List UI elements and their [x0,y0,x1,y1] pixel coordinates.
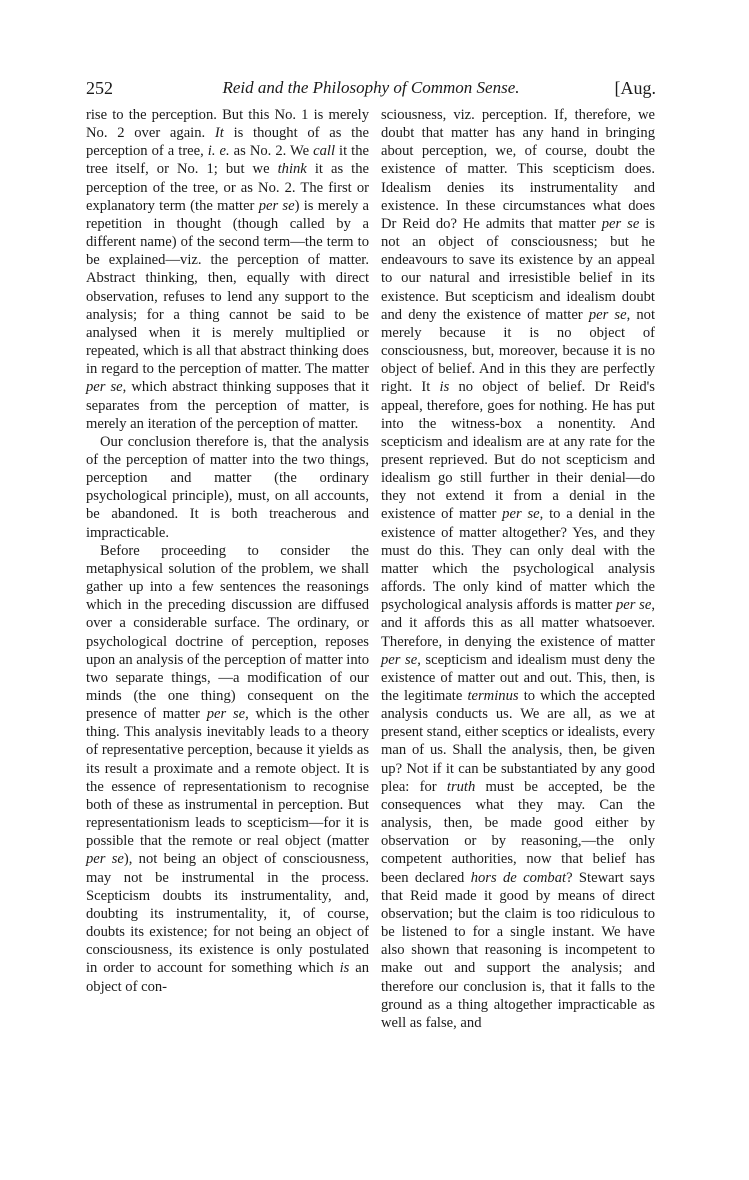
italic-text: hors de combat [470,869,567,886]
text-run: as No. 2. We [229,143,314,160]
italic-text: per se [86,379,123,396]
text-run: to which the accepted analysis conducts us. We are all, as we at present stand, either sceptics or idealists, every man of us. Shall the analysis, then, be given up? Not if it can be substantiated by any good plea: for [381,688,655,795]
paragraph [86,433,369,542]
italic-text: per se [258,197,295,214]
paragraph [86,106,369,433]
text-run: , scepticism and idealism must deny the existence of matter out and out. This, then, is the legitimate [381,651,655,704]
page-number: 252 [86,78,113,98]
text-run: , which abstract thinking supposes that it separates from the perception of matter, is merely an iteration of the perception of matter. [86,379,369,432]
left-column [86,106,369,996]
italic-text: per se [615,597,652,614]
text-run: an object of con- [86,960,369,995]
text-run: , and it affords this as all matter whatsoever. Therefore, in denying the existence of matter [381,597,655,650]
text-run: ) is merely a repetition in thought (though called by a different name) of the second term—the term to be explained—viz. the perception of matter. Abstract thinking, then, equally with direct observation, refuses to lend any support to the analysis; for a thing cannot be said to be analysed when it is merely multiplied or repeated, which is all that abstract thinking does in regard to the perception of matter. The matter [86,197,369,378]
italic-text: terminus [467,688,519,704]
text-run: , which is the other thing. This analysis inevitably leads to a theory of representative perception, because it yields as its result a proximate and a remote object. It is the essence of representationism to recognise both of these as instrumental in perception. But representationism leads to scepticism—for it is possible that the remote or real object (matter [86,706,370,850]
paragraph [86,542,369,996]
italic-text: It [214,125,224,142]
text-run: sciousness, viz. perception. If, therefore, we doubt that matter has any hand in bringing about perception, we, of course, doubt the existence of matter. This scepticism does. Idealism denies its instrumentality and existence. In these circumstances what does Dr Reid do? He admits that matter [381,107,655,232]
italic-text: think [277,161,307,178]
running-title: Reid and the Philosophy of Common Sense. [222,78,520,97]
italic-text: i. e. [207,143,230,160]
italic-text: truth [446,778,476,795]
text-run: is thought of as the perception of a tree, [86,125,369,160]
italic-text: is [339,960,350,977]
text-run: ? Stewart says that Reid made it good by means of direct observation; but the claim is too ridiculous to be listened to for a single instant. We have also shown that reasoning is incompetent to make out and support the analysis; and therefore our conclusion is, that it falls to the ground as a thing altogether impracticable as well as false, and [381,869,655,1031]
italic-text: per se [206,706,246,723]
text-run: Before proceeding to consider the metaphysical solution of the problem, we shall gather up into a few sentences the reasonings which in the preceding discussion are diffused over a considerable surface. The ordinary, or psychological doctrine of perception, reposes upon an analysis of the perception of matter into two separate things, —a modification of our minds (the one thing) consequent on the presence of matter [86,542,369,723]
italic-text: per se [86,851,124,868]
text-run: rise to the perception. But this No. 1 is merely No. 2 over again. [86,107,369,142]
italic-text: per se [601,215,640,232]
text-run: ), not being an object of consciousness, may not be instrumental in the process. Scepticism doubts its instrumentality, and, doubting its instrumentality, it, of course, doubts its existence; for not being an object of consciousness, its existence is only postulated in order to account for something which [86,851,369,977]
issue-month: [Aug. [614,78,656,98]
italic-text: per se [381,651,418,668]
text-run: , to a denial in the existence of matter altogether? Yes, and they must do this. They can only deal with the matter which the psychological analysis affords. The only kind of matter which the psychological analysis affords is matter [381,506,656,614]
italic-text: per se [588,306,627,323]
text-run: it as the perception of the tree, or as No. 2. The first or explanatory term (the matter [86,161,369,214]
italic-text: call [313,143,336,160]
italic-text: is [439,379,450,396]
text-run: must be accepted, be the consequences what they may. Can the analysis, then, be made good either by observation or by reasoning,—the only competent authorities, now that belief has been declared [381,778,655,886]
text-run: is not an object of consciousness; but he endeavours to save its existence by an appeal to our natural and irresistible belief in its existence. But scepticism and idealism doubt and deny the existence of matter [381,215,655,323]
running-header [86,76,656,100]
text-run: it the tree itself, or No. 1; but we [86,143,369,178]
italic-text: per se [502,506,540,523]
right-column [381,106,655,1032]
text-run: Our conclusion therefore is, that the analysis of the perception of matter into the two things, perception and matter (the ordinary psychological principle), must, on all accounts, be abandoned. It is both treacherous and impracticable. [86,433,369,541]
text-run: no object of belief. Dr Reid's appeal, therefore, goes for nothing. He has put into the witness-box a nonentity. And scepticism and idealism are at any rate for the present reprieved. But do not scepticism and idealism go still further in their denial—do they not extend it from a denial in the existence of matter [381,379,655,523]
text-run: , not merely because it is no object of consciousness, but, moreover, because it is no object of belief. And in this they are perfectly right. It [381,306,655,396]
paragraph [381,106,655,1032]
